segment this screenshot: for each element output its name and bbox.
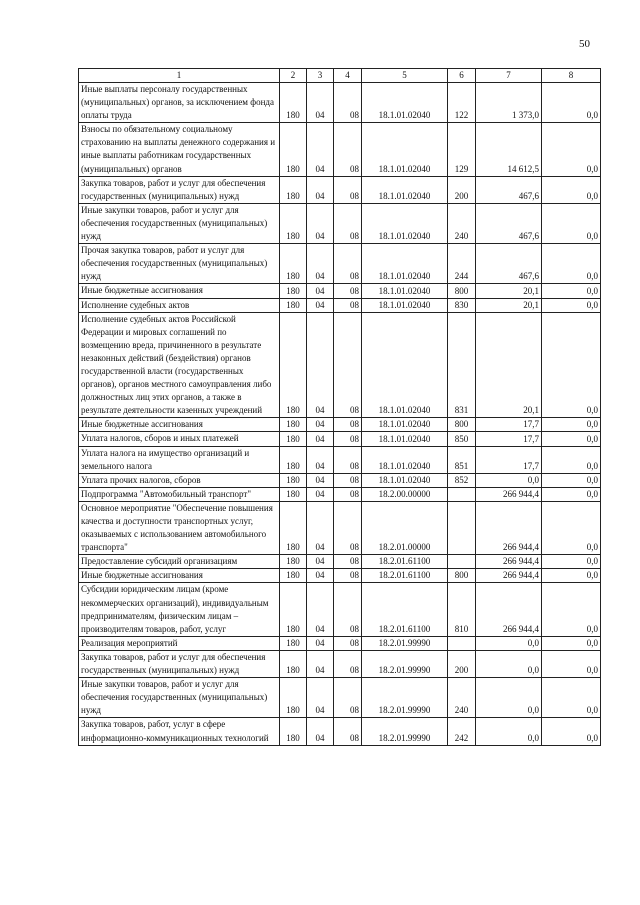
cell-vr: 122 — [448, 83, 476, 123]
cell-csr: 18.2.00.00000 — [362, 487, 448, 501]
table-row — [79, 176, 601, 203]
cell-rz: 04 — [307, 298, 334, 312]
cell-amount-2: 0,0 — [542, 473, 601, 487]
cell-rz: 04 — [307, 555, 334, 569]
column-header: 1 — [79, 69, 280, 83]
row-name: Иные бюджетные ассигнования — [79, 569, 280, 583]
row-name: Закупка товаров, работ и услуг для обеспечения государственных (муниципальных) нужд — [79, 650, 280, 677]
cell-gr: 180 — [280, 718, 307, 745]
cell-amount: 266 944,4 — [476, 569, 542, 583]
row-name: Предоставление субсидий организациям — [79, 555, 280, 569]
cell-pr: 08 — [334, 418, 362, 432]
cell-rz: 04 — [307, 123, 334, 176]
cell-pr: 08 — [334, 123, 362, 176]
cell-rz: 04 — [307, 569, 334, 583]
cell-amount: 266 944,4 — [476, 501, 542, 554]
cell-pr: 08 — [334, 650, 362, 677]
cell-amount: 467,6 — [476, 176, 542, 203]
table-body — [79, 83, 601, 746]
cell-pr: 08 — [334, 176, 362, 203]
table-row — [79, 487, 601, 501]
cell-gr: 180 — [280, 298, 307, 312]
row-name: Иные выплаты персоналу государственных (муниципальных) органов, за исключением фонда оплаты труда — [79, 83, 280, 123]
cell-amount: 0,0 — [476, 473, 542, 487]
cell-pr: 08 — [334, 473, 362, 487]
cell-amount-2: 0,0 — [542, 418, 601, 432]
page-number: 50 — [579, 38, 590, 50]
cell-csr: 18.1.01.02040 — [362, 244, 448, 284]
column-header: 3 — [307, 69, 334, 83]
row-name: Прочая закупка товаров, работ и услуг для обеспечения государственных (муниципальных) нужд — [79, 244, 280, 284]
table-row — [79, 123, 601, 176]
row-name: Закупка товаров, работ, услуг в сфере информационно-коммуникационных технологий — [79, 718, 280, 745]
cell-amount-2: 0,0 — [542, 83, 601, 123]
row-name: Уплата прочих налогов, сборов — [79, 473, 280, 487]
row-name: Субсидии юридическим лицам (кроме некоммерческих организаций), индивидуальным предпринимателям, физическим лицам – производителям товаров, работ, услуг — [79, 583, 280, 636]
cell-amount: 0,0 — [476, 650, 542, 677]
cell-amount-2: 0,0 — [542, 487, 601, 501]
cell-vr — [448, 487, 476, 501]
cell-amount: 266 944,4 — [476, 555, 542, 569]
cell-amount-2: 0,0 — [542, 284, 601, 298]
table-row — [79, 203, 601, 243]
cell-amount: 17,7 — [476, 418, 542, 432]
cell-vr: 852 — [448, 473, 476, 487]
row-name: Уплата налогов, сборов и иных платежей — [79, 432, 280, 446]
cell-csr: 18.1.01.02040 — [362, 203, 448, 243]
cell-vr: 240 — [448, 203, 476, 243]
cell-amount: 17,7 — [476, 432, 542, 446]
column-header: 7 — [476, 69, 542, 83]
cell-amount-2: 0,0 — [542, 312, 601, 418]
cell-amount: 20,1 — [476, 312, 542, 418]
cell-rz: 04 — [307, 83, 334, 123]
table-row — [79, 298, 601, 312]
cell-rz: 04 — [307, 718, 334, 745]
cell-gr: 180 — [280, 473, 307, 487]
table-row — [79, 432, 601, 446]
table-row — [79, 244, 601, 284]
cell-rz: 04 — [307, 432, 334, 446]
column-header: 5 — [362, 69, 448, 83]
budget-table — [78, 68, 601, 746]
cell-rz: 04 — [307, 501, 334, 554]
cell-pr: 08 — [334, 569, 362, 583]
row-name: Реализация мероприятий — [79, 636, 280, 650]
cell-vr — [448, 636, 476, 650]
cell-amount: 266 944,4 — [476, 583, 542, 636]
cell-amount: 0,0 — [476, 636, 542, 650]
cell-vr: 851 — [448, 446, 476, 473]
cell-vr: 810 — [448, 583, 476, 636]
cell-pr: 08 — [334, 501, 362, 554]
cell-gr: 180 — [280, 583, 307, 636]
cell-vr — [448, 555, 476, 569]
table-row — [79, 678, 601, 718]
row-name: Иные бюджетные ассигнования — [79, 284, 280, 298]
column-header: 2 — [280, 69, 307, 83]
row-name: Закупка товаров, работ и услуг для обеспечения государственных (муниципальных) нужд — [79, 176, 280, 203]
cell-rz: 04 — [307, 473, 334, 487]
cell-amount: 17,7 — [476, 446, 542, 473]
cell-vr: 129 — [448, 123, 476, 176]
table-row — [79, 569, 601, 583]
cell-vr: 242 — [448, 718, 476, 745]
cell-rz: 04 — [307, 636, 334, 650]
cell-amount-2: 0,0 — [542, 432, 601, 446]
cell-amount-2: 0,0 — [542, 650, 601, 677]
cell-amount: 0,0 — [476, 678, 542, 718]
cell-vr: 831 — [448, 312, 476, 418]
row-name: Иные закупки товаров, работ и услуг для обеспечения государственных (муниципальных) нужд — [79, 678, 280, 718]
cell-csr: 18.1.01.02040 — [362, 473, 448, 487]
cell-amount-2: 0,0 — [542, 718, 601, 745]
table-row — [79, 718, 601, 745]
cell-csr: 18.1.01.02040 — [362, 312, 448, 418]
cell-vr: 800 — [448, 418, 476, 432]
cell-pr: 08 — [334, 583, 362, 636]
cell-csr: 18.2.01.99990 — [362, 650, 448, 677]
row-name: Исполнение судебных актов — [79, 298, 280, 312]
cell-gr: 180 — [280, 418, 307, 432]
cell-gr: 180 — [280, 432, 307, 446]
cell-rz: 04 — [307, 446, 334, 473]
cell-rz: 04 — [307, 312, 334, 418]
cell-gr: 180 — [280, 312, 307, 418]
cell-gr: 180 — [280, 244, 307, 284]
cell-amount-2: 0,0 — [542, 583, 601, 636]
table-row — [79, 650, 601, 677]
cell-csr: 18.1.01.02040 — [362, 446, 448, 473]
table-row — [79, 312, 601, 418]
cell-rz: 04 — [307, 650, 334, 677]
table-row — [79, 501, 601, 554]
cell-csr: 18.2.01.99990 — [362, 636, 448, 650]
cell-amount-2: 0,0 — [542, 244, 601, 284]
header-row — [79, 69, 601, 83]
cell-rz: 04 — [307, 284, 334, 298]
cell-gr: 180 — [280, 176, 307, 203]
cell-rz: 04 — [307, 176, 334, 203]
cell-amount-2: 0,0 — [542, 203, 601, 243]
cell-csr: 18.2.01.00000 — [362, 501, 448, 554]
cell-csr: 18.2.01.61100 — [362, 583, 448, 636]
cell-pr: 08 — [334, 298, 362, 312]
cell-amount-2: 0,0 — [542, 298, 601, 312]
table-row — [79, 83, 601, 123]
cell-gr: 180 — [280, 203, 307, 243]
cell-vr: 200 — [448, 176, 476, 203]
cell-amount-2: 0,0 — [542, 501, 601, 554]
row-name: Взносы по обязательному социальному страхованию на выплаты денежного содержания и иные выплаты работникам государственных (муниципальных) органов — [79, 123, 280, 176]
table-row — [79, 473, 601, 487]
cell-rz: 04 — [307, 244, 334, 284]
table-row — [79, 446, 601, 473]
column-header: 8 — [542, 69, 601, 83]
cell-csr: 18.2.01.99990 — [362, 718, 448, 745]
cell-amount-2: 0,0 — [542, 176, 601, 203]
cell-vr: 244 — [448, 244, 476, 284]
cell-pr: 08 — [334, 244, 362, 284]
cell-gr: 180 — [280, 636, 307, 650]
cell-gr: 180 — [280, 555, 307, 569]
cell-amount-2: 0,0 — [542, 555, 601, 569]
cell-pr: 08 — [334, 718, 362, 745]
cell-gr: 180 — [280, 83, 307, 123]
cell-rz: 04 — [307, 678, 334, 718]
cell-amount: 266 944,4 — [476, 487, 542, 501]
cell-gr: 180 — [280, 569, 307, 583]
cell-amount: 467,6 — [476, 244, 542, 284]
row-name: Уплата налога на имущество организаций и земельного налога — [79, 446, 280, 473]
column-header: 6 — [448, 69, 476, 83]
row-name: Иные бюджетные ассигнования — [79, 418, 280, 432]
cell-amount: 1 373,0 — [476, 83, 542, 123]
cell-amount: 20,1 — [476, 284, 542, 298]
cell-pr: 08 — [334, 284, 362, 298]
cell-amount: 20,1 — [476, 298, 542, 312]
cell-csr: 18.1.01.02040 — [362, 298, 448, 312]
cell-vr: 800 — [448, 284, 476, 298]
cell-amount: 467,6 — [476, 203, 542, 243]
cell-pr: 08 — [334, 203, 362, 243]
cell-csr: 18.2.01.61100 — [362, 555, 448, 569]
cell-csr: 18.1.01.02040 — [362, 176, 448, 203]
table-row — [79, 284, 601, 298]
column-header: 4 — [334, 69, 362, 83]
cell-vr: 200 — [448, 650, 476, 677]
cell-csr: 18.2.01.99990 — [362, 678, 448, 718]
table-row — [79, 555, 601, 569]
cell-amount-2: 0,0 — [542, 636, 601, 650]
cell-pr: 08 — [334, 678, 362, 718]
cell-rz: 04 — [307, 487, 334, 501]
cell-rz: 04 — [307, 583, 334, 636]
row-name: Иные закупки товаров, работ и услуг для обеспечения государственных (муниципальных) нужд — [79, 203, 280, 243]
cell-pr: 08 — [334, 636, 362, 650]
cell-gr: 180 — [280, 123, 307, 176]
cell-rz: 04 — [307, 203, 334, 243]
cell-amount-2: 0,0 — [542, 123, 601, 176]
cell-csr: 18.1.01.02040 — [362, 418, 448, 432]
cell-csr: 18.1.01.02040 — [362, 83, 448, 123]
cell-pr: 08 — [334, 312, 362, 418]
cell-pr: 08 — [334, 487, 362, 501]
cell-csr: 18.1.01.02040 — [362, 284, 448, 298]
cell-vr: 850 — [448, 432, 476, 446]
cell-gr: 180 — [280, 487, 307, 501]
row-name: Основное мероприятие "Обеспечение повышения качества и доступности транспортных услуг, оказываемых с использованием автомобильного транспорта" — [79, 501, 280, 554]
cell-gr: 180 — [280, 446, 307, 473]
cell-pr: 08 — [334, 446, 362, 473]
cell-vr: 830 — [448, 298, 476, 312]
cell-amount: 0,0 — [476, 718, 542, 745]
cell-gr: 180 — [280, 501, 307, 554]
row-name: Подпрограмма "Автомобильный транспорт" — [79, 487, 280, 501]
cell-gr: 180 — [280, 678, 307, 718]
table-row — [79, 636, 601, 650]
cell-csr: 18.1.01.02040 — [362, 123, 448, 176]
cell-vr: 800 — [448, 569, 476, 583]
cell-pr: 08 — [334, 432, 362, 446]
cell-vr: 240 — [448, 678, 476, 718]
cell-pr: 08 — [334, 83, 362, 123]
cell-amount-2: 0,0 — [542, 569, 601, 583]
cell-amount-2: 0,0 — [542, 446, 601, 473]
row-name: Исполнение судебных актов Российской Федерации и мировых соглашений по возмещению вреда, причиненного в результате незаконных действий (бездействия) органов государственной власти (государственных органов), органов местного самоуправления либо должностных лиц этих органов, а также в результате деятельности казенных учреждений — [79, 312, 280, 418]
cell-gr: 180 — [280, 650, 307, 677]
cell-rz: 04 — [307, 418, 334, 432]
table-row — [79, 583, 601, 636]
table-row — [79, 418, 601, 432]
cell-csr: 18.2.01.61100 — [362, 569, 448, 583]
cell-amount-2: 0,0 — [542, 678, 601, 718]
cell-vr — [448, 501, 476, 554]
cell-csr: 18.1.01.02040 — [362, 432, 448, 446]
cell-amount: 14 612,5 — [476, 123, 542, 176]
cell-pr: 08 — [334, 555, 362, 569]
cell-gr: 180 — [280, 284, 307, 298]
